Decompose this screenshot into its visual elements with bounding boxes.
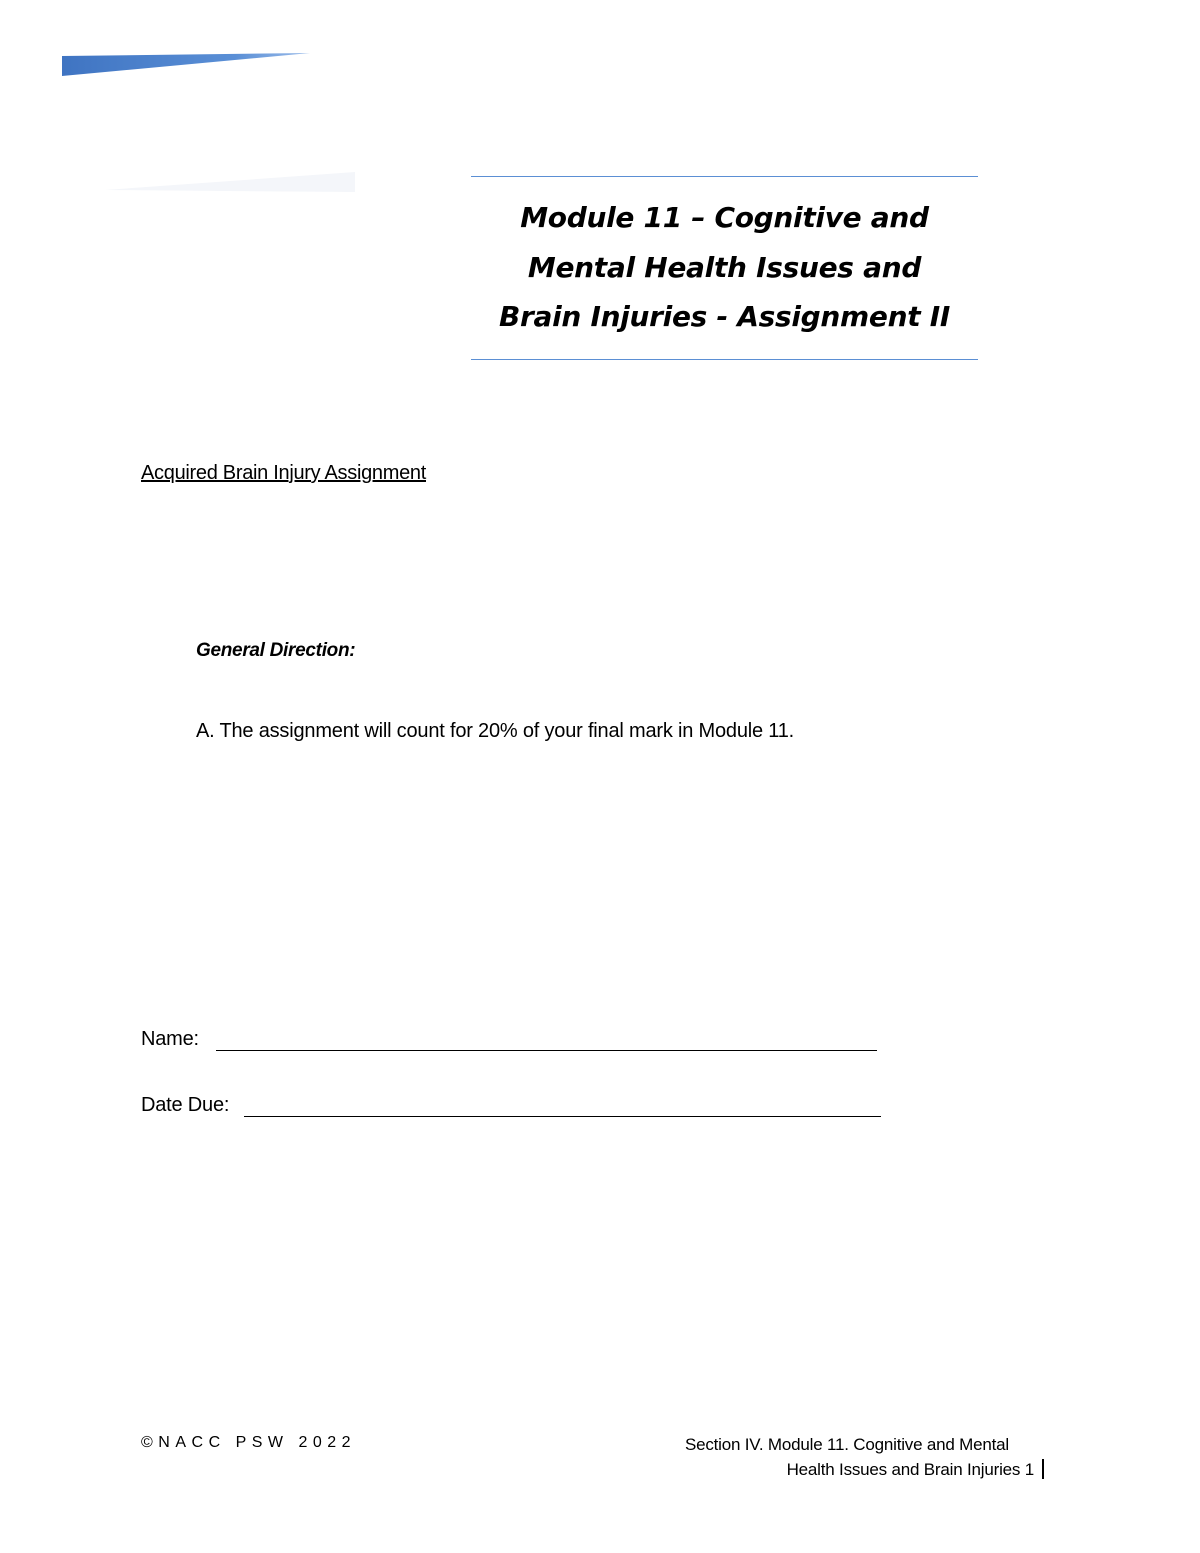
name-blank-line[interactable] — [216, 1050, 877, 1051]
page-number: 1 — [1024, 1460, 1034, 1479]
name-label: Name: — [141, 1028, 199, 1050]
header-faint-wedge — [105, 170, 355, 192]
footer-copyright: ©NACC PSW 2022 — [141, 1434, 357, 1451]
header-accent-bar — [62, 53, 310, 77]
date-due-field-row — [141, 1094, 229, 1117]
section-heading: Acquired Brain Injury Assignment — [141, 462, 426, 484]
title-line: Brain Injuries - Assignment II — [498, 300, 951, 333]
footer-section-line1: Section IV. Module 11. Cognitive and Mental — [684, 1435, 1009, 1454]
title-line: Module 11 – Cognitive and — [520, 201, 929, 234]
date-due-label: Date Due: — [141, 1094, 230, 1116]
footer-section-info — [685, 1432, 1044, 1482]
title-block — [471, 176, 978, 360]
page-separator — [1042, 1459, 1044, 1479]
name-field-row — [141, 1028, 199, 1051]
footer-section-line2-text: Health Issues and Brain Injuries — [786, 1460, 1021, 1479]
title-line: Mental Health Issues and — [527, 250, 922, 284]
direction-item: A. The assignment will count for 20% of your final mark in Module 11. — [196, 720, 794, 742]
document-title — [471, 193, 978, 342]
footer-section-line2 — [685, 1457, 1044, 1482]
date-due-blank-line[interactable] — [244, 1116, 881, 1117]
general-direction-label: General Direction: — [196, 640, 356, 661]
